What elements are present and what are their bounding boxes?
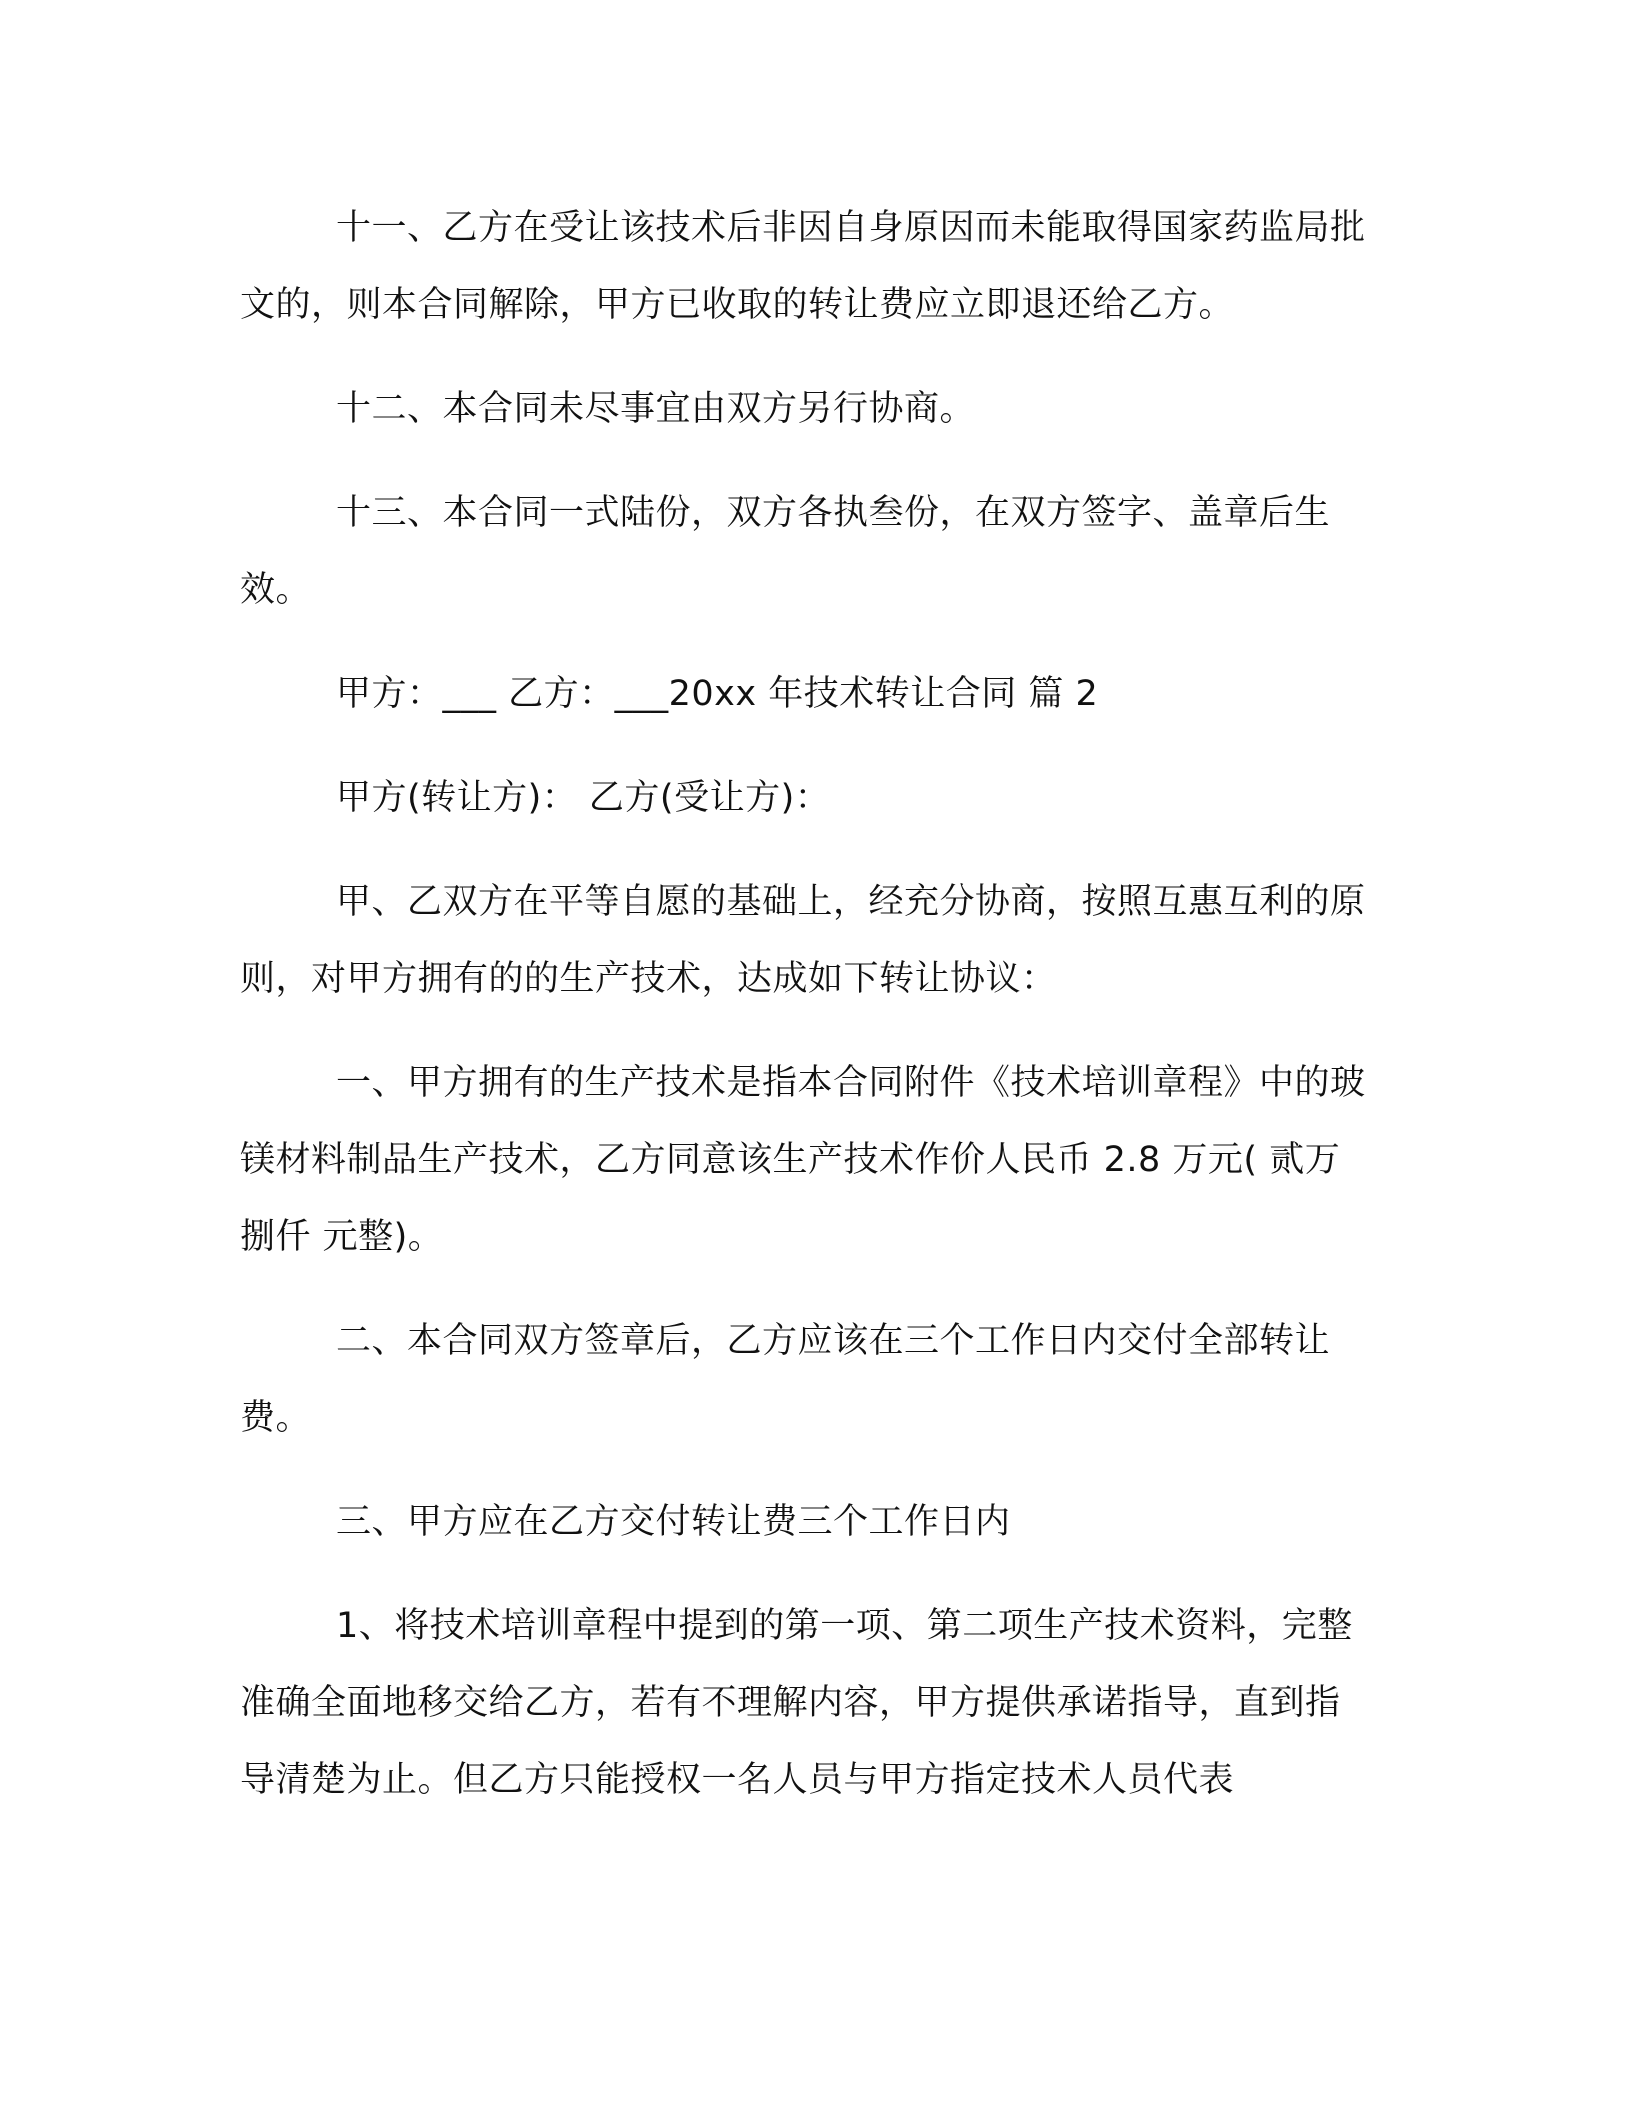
- preamble: 甲、乙双方在平等自愿的基础上，经充分协商，按照互惠互利的原则，对甲方拥有的的生产技术，达成如下转让协议：: [240, 882, 1366, 999]
- clause-11: 十一、乙方在受让该技术后非因自身原因而未能取得国家药监局批文的，则本合同解除，甲方已收取的转让费应立即退还给乙方。: [240, 208, 1366, 325]
- clause-1: 一、甲方拥有的生产技术是指本合同附件《技术培训章程》中的玻镁材料制品生产技术，乙方同意该生产技术作价人民币 2.8 万元( 贰万捌仟 元整)。: [240, 1063, 1366, 1257]
- document-body: [240, 190, 1372, 1846]
- signature-line-and-next-title: 甲方：___ 乙方：___20xx 年技术转让合同 篇 2: [336, 674, 1099, 714]
- clause-2: 二、本合同双方签章后，乙方应该在三个工作日内交付全部转让费。: [240, 1321, 1331, 1438]
- clause-3: 三、甲方应在乙方交付转让费三个工作日内: [336, 1502, 1011, 1542]
- parties-line: 甲方(转让方)： 乙方(受让方)：: [336, 778, 831, 818]
- clause-13: 十三、本合同一式陆份，双方各执叁份，在双方签字、盖章后生效。: [240, 493, 1331, 610]
- clause-12: 十二、本合同未尽事宜由双方另行协商。: [336, 389, 976, 429]
- clause-3-item-1: 1、将技术培训章程中提到的第一项、第二项生产技术资料，完整准确全面地移交给乙方，若有不理解内容，甲方提供承诺指导，直到指导清楚为止。但乙方只能授权一名人员与甲方指定技术人员代表: [240, 1606, 1353, 1800]
